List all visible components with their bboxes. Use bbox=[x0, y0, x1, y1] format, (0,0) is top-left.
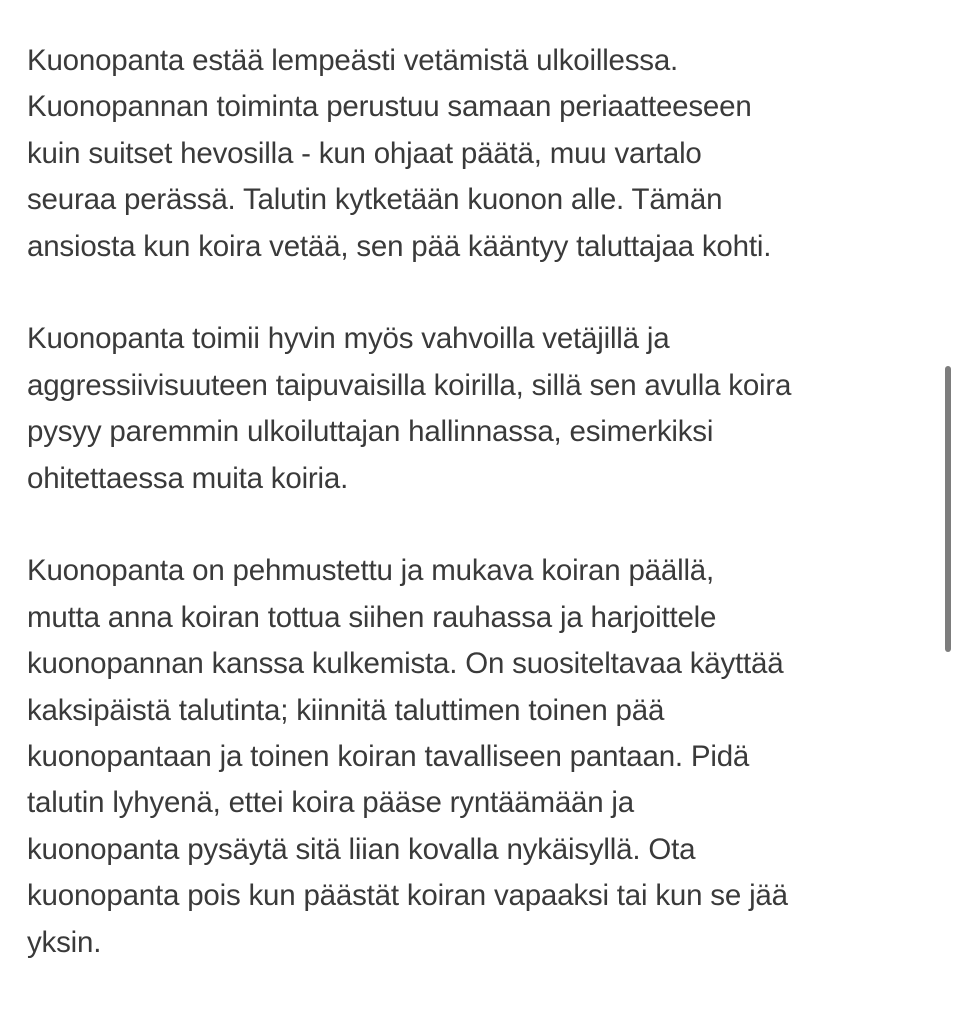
text-line: Kuonopannan toiminta perustuu samaan periaatteeseen bbox=[27, 90, 752, 124]
text-line: ansiosta kun koira vetää, sen pää kääntyy taluttajaa kohti. bbox=[27, 229, 772, 263]
document-body bbox=[27, 38, 947, 1012]
text-line: kuin suitset hevosilla - kun ohjaat päätä, muu vartalo bbox=[27, 136, 702, 170]
vertical-scrollbar-thumb[interactable] bbox=[945, 366, 951, 652]
text-line: aggressiivisuuteen taipuvaisilla koirilla, sillä sen avulla koira bbox=[27, 368, 792, 402]
text-line: Kuonopanta estää lempeästi vetämistä ulkoillessa. bbox=[27, 44, 679, 77]
text-line: pysyy paremmin ulkoiluttajan hallinnassa, esimerkiksi bbox=[27, 415, 714, 449]
paragraph-2 bbox=[27, 316, 947, 502]
text-line: Kuonopanta on pehmustettu ja mukava koiran päällä, bbox=[27, 554, 714, 588]
text-line: Kuonopanta toimii hyvin myös vahvoilla vetäjillä ja bbox=[27, 322, 670, 356]
text-line: yksin. bbox=[27, 925, 102, 959]
text-line: kuonopanta pysäytä sitä liian kovalla nykäisyllä. Ota bbox=[27, 832, 696, 866]
text-line: kaksipäistä talutinta; kiinnitä taluttimen toinen pää bbox=[27, 693, 665, 727]
text-line: talutin lyhyenä, ettei koira pääse ryntäämään ja bbox=[27, 786, 634, 820]
text-line: ohitettaessa muita koiria. bbox=[27, 461, 349, 495]
text-line: kuonopantaan ja toinen koiran tavalliseen pantaan. Pidä bbox=[27, 740, 750, 774]
paragraph-1 bbox=[27, 38, 947, 270]
paragraph-3 bbox=[27, 548, 947, 966]
text-line: seuraa perässä. Talutin kytketään kuonon alle. Tämän bbox=[27, 183, 723, 217]
text-line: kuonopanta pois kun päästät koiran vapaaksi tai kun se jää bbox=[27, 879, 788, 913]
text-line: mutta anna koiran tottua siihen rauhassa ja harjoittele bbox=[27, 600, 717, 634]
text-line: kuonopannan kanssa kulkemista. On suositeltavaa käyttää bbox=[27, 647, 784, 681]
